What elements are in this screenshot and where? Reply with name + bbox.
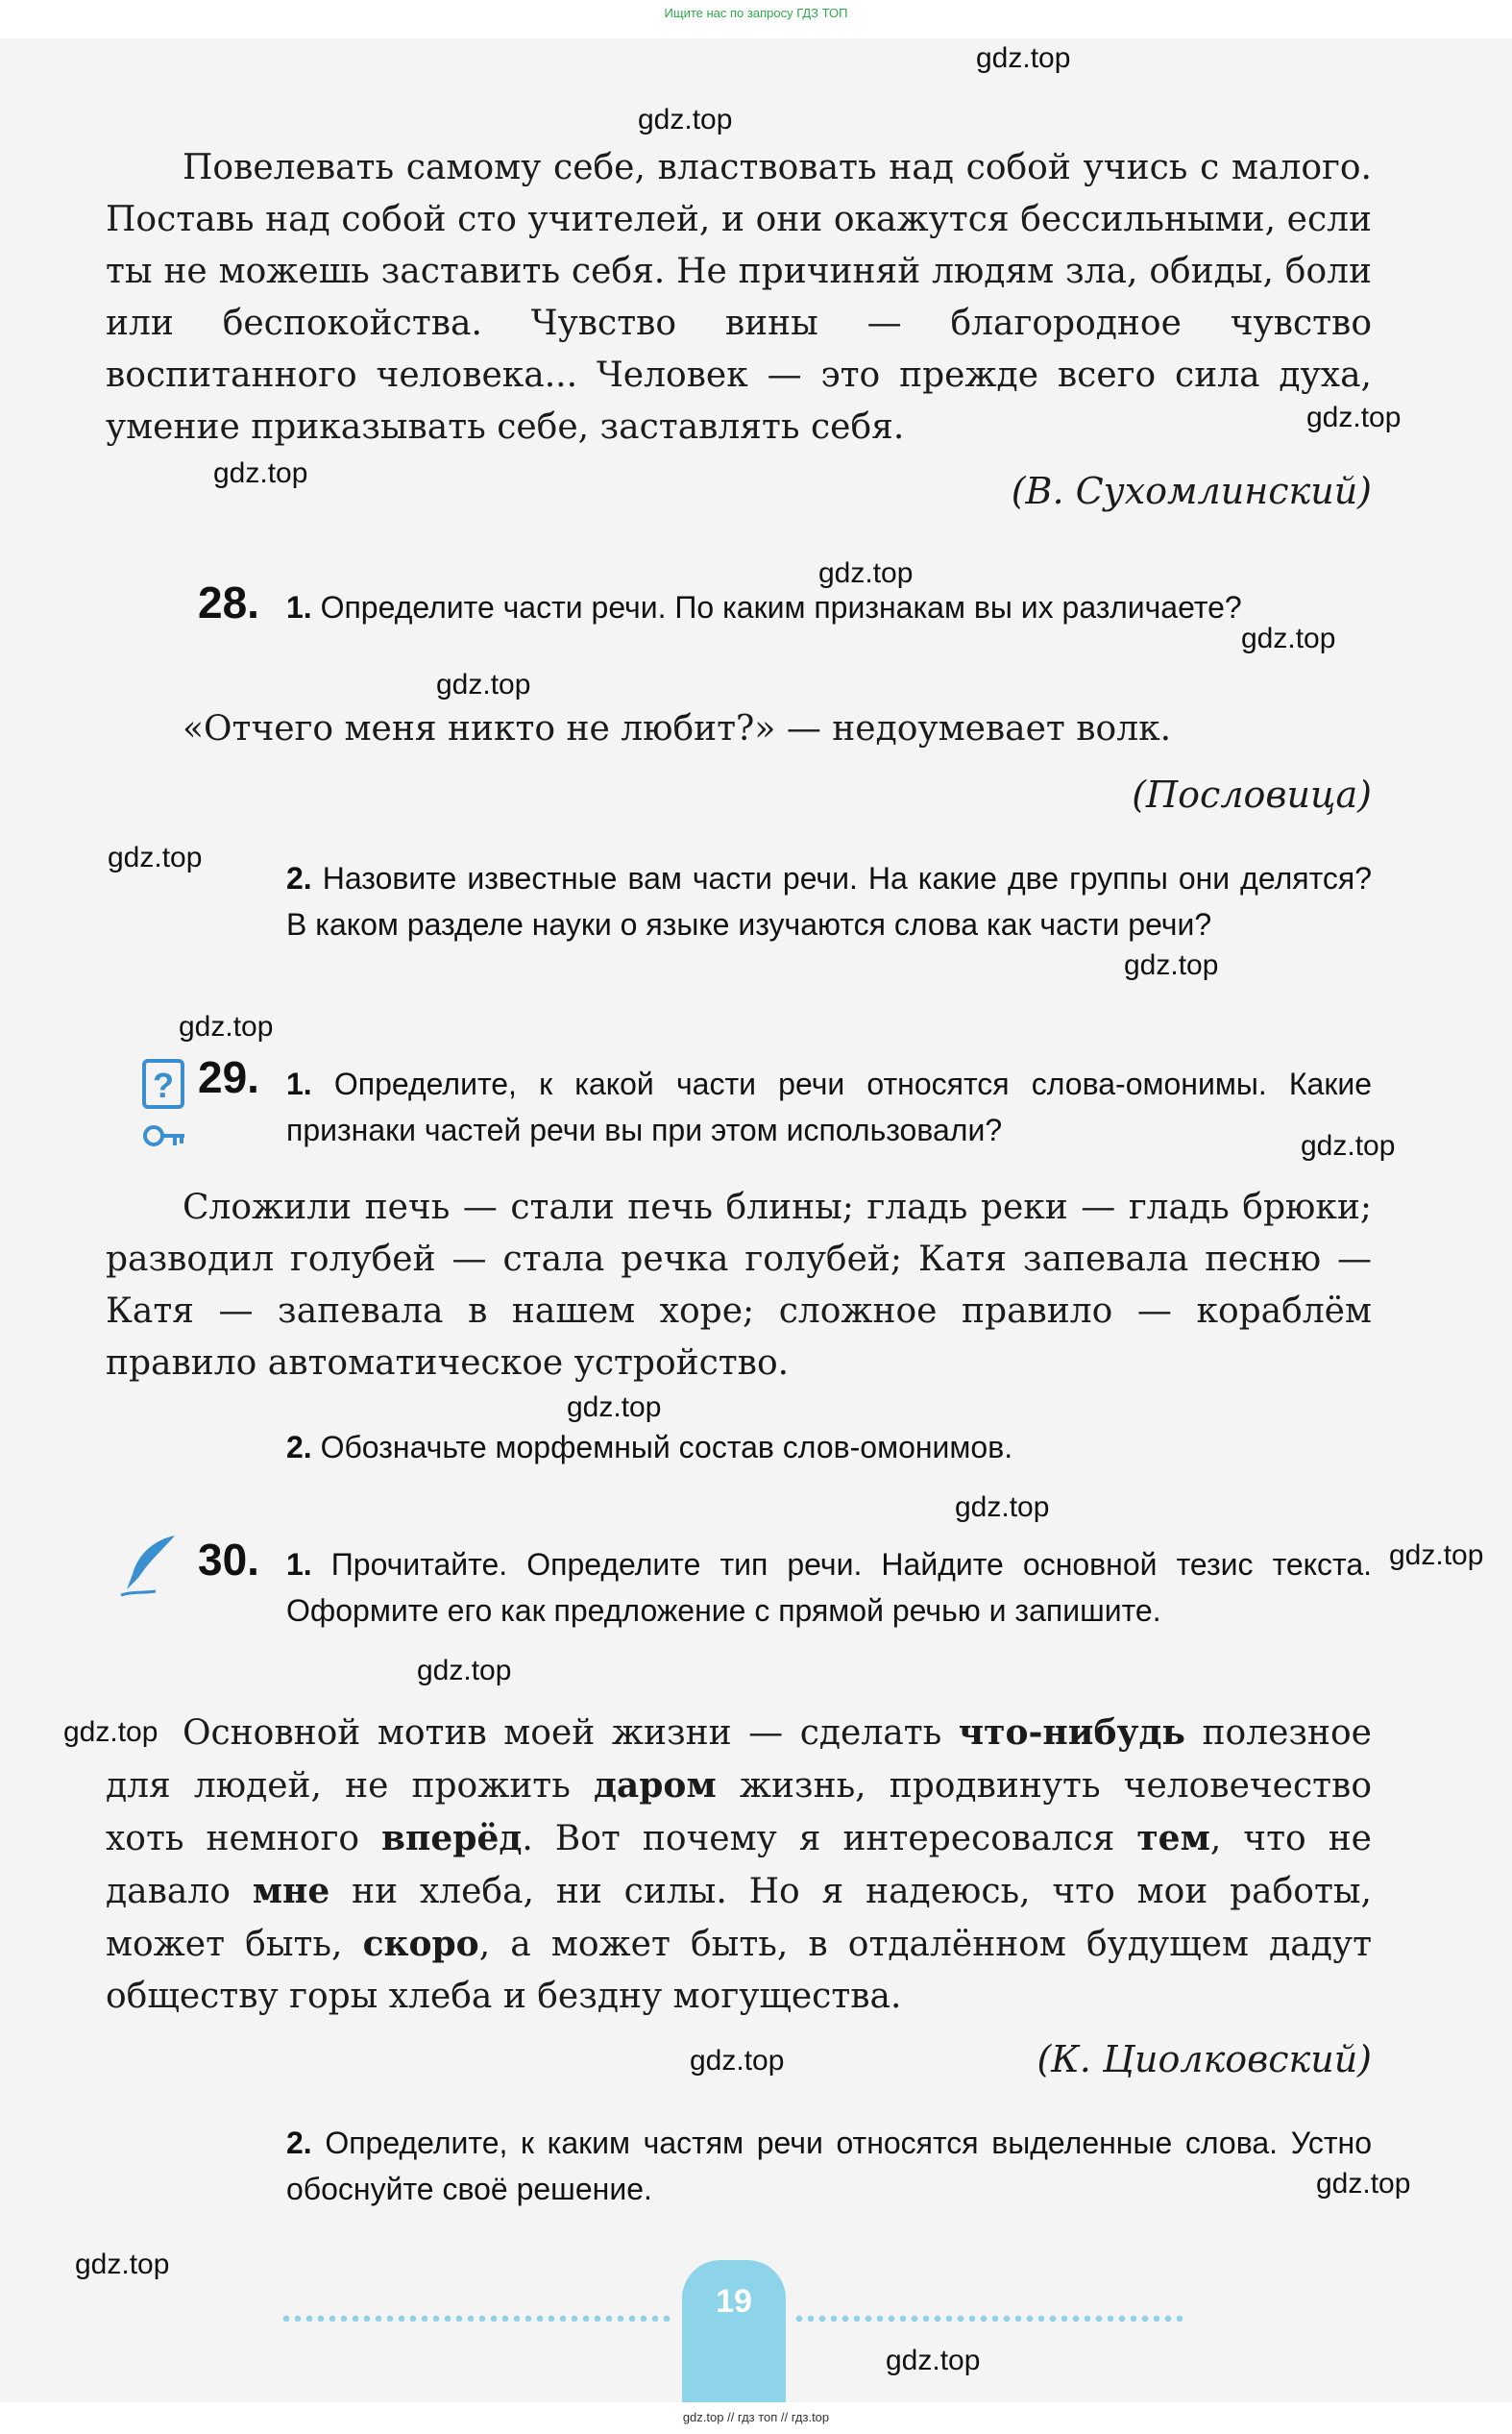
watermark: gdz.top bbox=[1241, 623, 1336, 654]
task-29-example: Сложили печь — стали печь блины; гладь реки — гладь брюки; разводил голубей — стала речка голубей; Катя запевала песню — Катя — запевала в нашем хоре; сложное правило — кораблём правило автоматическое устройство. bbox=[106, 1188, 1372, 1383]
footer-dots-left bbox=[280, 2314, 674, 2323]
page-number-tab bbox=[682, 2260, 786, 2402]
watermark: gdz.top bbox=[436, 669, 531, 701]
task-28-number: 28. bbox=[198, 578, 259, 627]
task-28-question-1: 1. Определите части речи. По каким признакам вы их различаете? bbox=[286, 590, 1242, 625]
watermark: gdz.top bbox=[417, 1655, 512, 1686]
watermark: gdz.top bbox=[1301, 1130, 1396, 1162]
top-banner: Ищите нас по запросу ГДЗ ТОП bbox=[664, 6, 848, 20]
quote-sukhomlinsky-author: (В. Сухомлинский) bbox=[1011, 470, 1372, 512]
svg-text:?: ? bbox=[153, 1066, 174, 1105]
watermark: gdz.top bbox=[213, 457, 308, 489]
watermark: gdz.top bbox=[886, 2345, 981, 2376]
watermark: gdz.top bbox=[638, 104, 733, 135]
watermark: gdz.top bbox=[955, 1491, 1050, 1523]
watermark: gdz.top bbox=[1306, 402, 1402, 433]
task-30-number: 30. bbox=[198, 1535, 259, 1585]
task-29-question-1: 1. Определите, к какой части речи относятся слова-омонимы. Какие признаки частей речи вы при этом использовали? bbox=[286, 1067, 1373, 1147]
task-29-question-2: 2. Обозначьте морфемный состав слов-омонимов. bbox=[286, 1430, 1013, 1464]
highlighted-word: даром bbox=[593, 1765, 717, 1806]
watermark: gdz.top bbox=[567, 1391, 662, 1423]
highlighted-word: вперёд bbox=[381, 1818, 523, 1858]
highlighted-word: мне bbox=[252, 1871, 330, 1911]
question-key-icon bbox=[140, 1057, 186, 1157]
watermark: gdz.top bbox=[108, 842, 203, 873]
task-29-number: 29. bbox=[198, 1052, 259, 1102]
task-28-question-2: 2. Назовите известные вам части речи. На какие две группы они делятся? В каком разделе науки о языке изучаются слова как части речи? bbox=[286, 861, 1373, 942]
tsiolkovsky-text: Основной мотив моей жизни — сделать что-нибудь полезное для людей, не прожить даром жизнь, продвинуть человечество хоть немного вперёд. Вот почему я интересовался тем, что не давало мне ни хлеба, ни силы. Но я надеюсь, что мои работы, может быть, скоро, а может быть, в отдалённом будущем дадут обществу горы хлеба и бездну могущества. bbox=[106, 1712, 1372, 2016]
quill-pen-icon bbox=[117, 1532, 179, 1601]
task-30-question-2: 2. Определите, к каким частям речи относятся выделенные слова. Устно обоснуйте своё решение. bbox=[286, 2126, 1373, 2206]
highlighted-word: скоро bbox=[362, 1924, 479, 1964]
highlighted-word: что-нибудь bbox=[958, 1712, 1185, 1753]
highlighted-word: тем bbox=[1136, 1818, 1210, 1858]
footer-dots-right bbox=[793, 2314, 1187, 2323]
tsiolkovsky-author: (К. Циолковский) bbox=[1036, 2038, 1372, 2080]
page-number: 19 bbox=[716, 2283, 752, 2320]
quote-sukhomlinsky: Повелевать самому себе, властвовать над собой учись с малого. Поставь над собой сто учителей, и они окажутся бессильными, если ты не можешь заставить себя. Не причиняй людям зла, обиды, боли или беспокойства. Чувство вины — благородное чувство воспитанного человека... Человек — это прежде всего сила духа, умение приказывать себе, заставлять себя. bbox=[106, 148, 1372, 447]
watermark: gdz.top bbox=[63, 1716, 159, 1748]
watermark: gdz.top bbox=[75, 2249, 170, 2280]
task-30-question-1: 1. Прочитайте. Определите тип речи. Найдите основной тезис текста. Оформите его как предложение с прямой речью и запишите. bbox=[286, 1547, 1373, 1628]
watermark: gdz.top bbox=[1389, 1539, 1484, 1571]
watermark: gdz.top bbox=[1316, 2168, 1411, 2200]
watermark: gdz.top bbox=[1124, 949, 1219, 981]
watermark: gdz.top bbox=[179, 1011, 274, 1043]
task-28-example-author: (Пословица) bbox=[1132, 774, 1372, 816]
watermark: gdz.top bbox=[690, 2045, 785, 2077]
task-28-example: «Отчего меня никто не любит?» — недоумевает волк. bbox=[183, 709, 1172, 749]
watermark: gdz.top bbox=[976, 42, 1071, 74]
bottom-banner: gdz.top // гдз топ // гдз.top bbox=[682, 2410, 830, 2424]
watermark: gdz.top bbox=[818, 557, 914, 589]
